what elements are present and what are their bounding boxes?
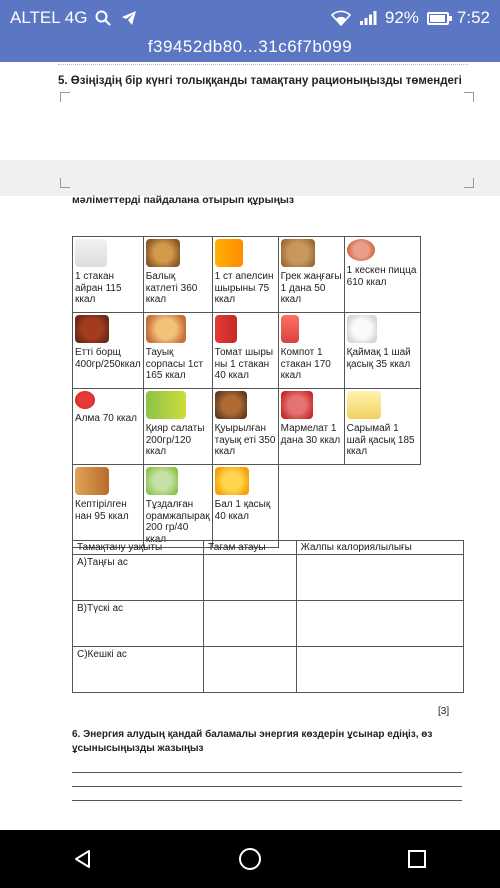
answer-line [72,786,462,787]
food-cell: Компот 1 стакан 170 ккал [278,313,344,389]
clock: 7:52 [456,8,490,27]
tomato-juice-icon [215,315,237,343]
answer-line [72,772,462,773]
answer-line [72,800,462,801]
butter-icon [347,391,381,419]
food-cell: Тұздалған орамжапырақ 200 гр/40 ккал [143,465,212,548]
empty-cell [278,465,344,548]
sour-cream-icon [347,315,377,343]
meal-cell [296,647,463,693]
food-cell: Сарымай 1 шай қасық 185 ккал [344,389,420,465]
battery-icon [427,12,449,25]
crop-mark [464,92,474,102]
pizza-icon [347,239,375,261]
food-cell: 1 ст апелсин шырыны 75 ккал [212,237,278,313]
recents-button[interactable] [397,839,437,879]
wifi-icon [331,10,351,26]
food-calorie-table [72,236,421,548]
document-page[interactable] [0,62,500,840]
meal-time-header: Тамақтану уақыты [73,541,204,555]
meal-row-label: В)Түскі ас [73,601,204,647]
meal-row-label: С)Кешкі ас [73,647,204,693]
pickled-cabbage-icon [146,467,178,495]
back-triangle-icon [72,848,94,870]
cropped-text-line [58,64,468,68]
battery-percent: 92% [384,8,419,27]
meal-cell [296,601,463,647]
marmalade-icon [281,391,313,419]
honey-icon [215,467,249,495]
file-title-bar [0,36,500,62]
dish-name-header: Тағам атауы [204,541,297,555]
search-icon [95,10,111,26]
page-gap [0,160,500,196]
food-cell: Қаймақ 1 шай қасық 35 ккал [344,313,420,389]
back-button[interactable] [63,839,103,879]
home-button[interactable] [230,839,270,879]
meal-cell [296,555,463,601]
telegram-icon [121,10,137,26]
empty-cell [344,465,420,548]
food-cell: Тауық сорпасы 1ст 165 ккал [143,313,212,389]
meal-cell [204,555,297,601]
fried-chicken-icon [215,391,247,419]
question-6-text: 6. Энергия алудың қандай баламалы энергия көздерін ұсынар едіңіз, өз ұсынысыңызды жазыңыз [72,729,433,754]
meal-row-label: А)Таңғы ас [73,555,204,601]
question-5-text: 5. Өзіңіздің бір күнгі толыққанды тамақтану рационыңызды төмендегі [58,75,462,87]
food-cell: Мармелат 1 дана 30 ккал [278,389,344,465]
meal-cell [204,647,297,693]
food-cell: Грек жаңғағы 1 дана 50 ккал [278,237,344,313]
home-circle-icon [238,847,262,871]
carrier-label: ALTEL 4G [10,8,88,27]
fish-cutlet-icon [146,239,180,267]
food-cell: Қияр салаты 200гр/120 ккал [143,389,212,465]
food-cell: 1 кескен пицца 610 ккал [344,237,420,313]
total-calories-header: Жалпы калориялылығы [296,541,463,555]
borscht-icon [75,315,109,343]
compote-glass-icon [281,315,299,343]
question-5-continued: мәліметтерді пайдалана отырып құрыңыз [72,194,295,206]
signal-icon [359,10,377,26]
crop-mark [60,92,70,102]
meal-cell [204,601,297,647]
recents-square-icon [407,849,427,869]
food-cell: Етті борщ 400гр/250ккал [73,313,144,389]
file-title: f39452db80...31c6f7b099 [147,37,353,56]
food-cell: 1 стакан айран 115 ккал [73,237,144,313]
chicken-soup-icon [146,315,186,343]
orange-juice-icon [215,239,243,267]
food-cell: Кептірілген нан 95 ккал [73,465,144,548]
dried-bread-icon [75,467,109,495]
apple-icon [75,391,95,409]
kefir-glass-icon [75,239,107,267]
cucumber-salad-icon [146,391,186,419]
food-cell: Бал 1 қасық 40 ккал [212,465,278,548]
marks-label: [3] [438,706,450,717]
walnut-icon [281,239,315,267]
navigation-bar [0,830,500,888]
food-cell: Қуырылған тауық еті 350 ккал [212,389,278,465]
food-cell: Алма 70 ккал [73,389,144,465]
status-bar [0,0,500,36]
crop-mark [60,178,70,188]
crop-mark [464,178,474,188]
food-cell: Балық катлеті 360 ккал [143,237,212,313]
food-cell: Томат шыры ны 1 стакан 40 ккал [212,313,278,389]
meal-plan-table [72,540,464,693]
